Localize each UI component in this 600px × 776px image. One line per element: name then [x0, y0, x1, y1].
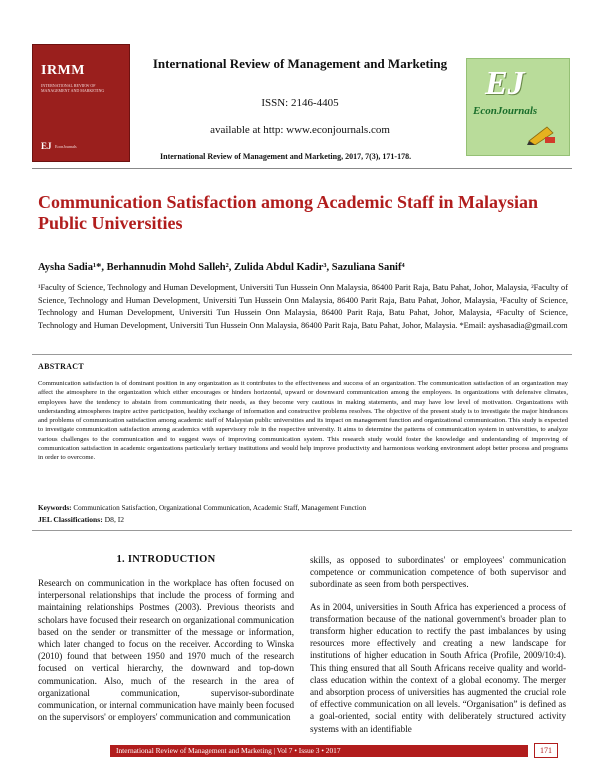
affiliations: ¹Faculty of Science, Technology and Human Development, Universiti Tun Hussein Onn Malaysia, 86400 Parit Raja, Batu Pahat, Johor, Malaysia, ²Faculty of Science, Technology and Human Development, Universiti Tun Hussein Onn Malaysia, 86400 Parit Raja, Batu Pahat, Johor, Malaysia, ³Faculty of Science, Technology and Human Development, Universiti Tun Hussein Onn Malaysia, 86400 Parit Raja, Batu Pahat, Johor, Malaysia, ⁴Faculty of Science, Technology and Human Development, Universiti Tun Hussein Onn Malaysia, 86400 Parit Raja, Batu Pahat, Johor, Malaysia. *Email: ayshasadia@gmail.com — [38, 283, 568, 330]
citation-line: International Review of Management and Marketing, 2017, 7(3), 171-178. — [160, 152, 412, 161]
abstract-divider-top — [32, 354, 572, 355]
paper-title: Communication Satisfaction among Academic Staff in Malaysian Public Universities — [38, 192, 539, 233]
pencil-icon — [527, 123, 557, 145]
body-column-left — [38, 554, 294, 733]
keywords-line — [38, 504, 568, 512]
author-list: Aysha Sadia¹*, Berhannudin Mohd Salleh², Zulida Abdul Kadir³, Sazuliana Sanif⁴ — [38, 262, 405, 273]
journal-title: International Review of Management and Marketing — [152, 56, 448, 71]
logo-name: EconJournals — [473, 105, 538, 117]
issn: ISSN: 2146-4405 — [261, 97, 339, 109]
cover-ej-mark: EJ — [41, 141, 52, 151]
abstract-text: Communication satisfaction is of dominant position in any organization as it contributes to the effectiveness and success of an organization. The communication satisfaction of an organization may affect the atmosphere in the organization which either encourages or hinders horizontal, upward or downward communication among the employees. In organizations with defensive climates, employees have the tendency to abstain from communicating their needs, as they become very cautious in making statements, and may have low level of motivation. Organizations with understanding atmospheres inspire active participation, healthy exchange of information and constructive problems resolves. The objective of the present study is to investigate the major hindrances and problems of communication satisfaction among academic staff of Malaysian public universities and its impact on management function and organizational communication. This study is expected to investigate communication satisfaction among academics with supervisory role in the respective university. It aims to determine the patterns of communication system in universities, to analyze various challenges to the communication and to suggest ways of improving communication system. This research study would foster the knowledge and understanding of improving of communication satisfaction in academic organizations particularly tertiary institutions and would help improve productivity and harmonious working environment adopt better process and programs in order to overcome. — [38, 380, 568, 462]
availability-link[interactable]: available at http: www.econjournals.com — [210, 124, 390, 136]
jel-line — [38, 515, 568, 524]
section-heading-introduction: 1. INTRODUCTION — [116, 554, 216, 565]
intro-paragraph-1: Research on communication in the workplace has often focused on interpersonal relationships that include the process of forming and maintaining relationships Postmes (2003). Previous theorists and scholars have focused their research on organizational communication based on the sender or transmitter of the message or information, which later changed to focus on the receiver. According to Winska (2010) found that between 1950 and 1970 much of the research focused on vertical hierarchy, the downward and top-down communication. Also, much of the research in the area of organizational communication, supervisor-subordinate communication, or internal communication have mainly been focused on the supervisors' or employers' communication and communication — [38, 578, 294, 723]
header-divider — [32, 168, 572, 169]
footer-journal-issue: International Review of Management and Marketing | Vol 7 • Issue 3 • 2017 — [116, 746, 341, 755]
journal-cover-image — [32, 44, 130, 162]
logo-letters: EJ — [485, 65, 525, 102]
abstract-heading: ABSTRACT — [38, 362, 84, 371]
keywords-value: Communication Satisfaction, Organizational Communication, Academic Staff, Management Function — [73, 504, 367, 512]
body-column-right — [310, 554, 566, 745]
econjournals-logo — [466, 58, 570, 156]
intro-paragraph-3: As in 2004, universities in South Africa has experienced a process of transformation because of the national government's broader plan to transform higher education to rectify the past imbalances by using resources more effectively and creating a new landscape for institutions of higher education in South Africa (Profile, 2009/10:4). This thing ensured that all South Africans receive quality and world-class education within the context of a global economy. The merger and absorption process of universities has augmented the crucial role of effective communication on all levels. “Organisation” is defined as a goal-oriented, social entity with deliberately structured activity systems with an identifiable — [310, 601, 566, 734]
keywords-label: Keywords: — [38, 504, 72, 512]
jel-label: JEL Classifications: — [38, 515, 103, 524]
jel-value: D8, I2 — [104, 515, 125, 524]
cover-abbrev: IRMM — [41, 63, 85, 78]
intro-paragraph-2: skills, as opposed to subordinates' or employees' communication competence or communication competence of both supervisor and subordinate as seen from both perspectives. — [310, 555, 566, 590]
cover-subtitle: INTERNATIONAL REVIEW OF MANAGEMENT AND MARKETING — [41, 83, 105, 93]
cover-ej-sub: EconJournals — [55, 144, 77, 149]
page-number: 171 — [534, 743, 558, 758]
abstract-divider-bottom — [32, 530, 572, 531]
